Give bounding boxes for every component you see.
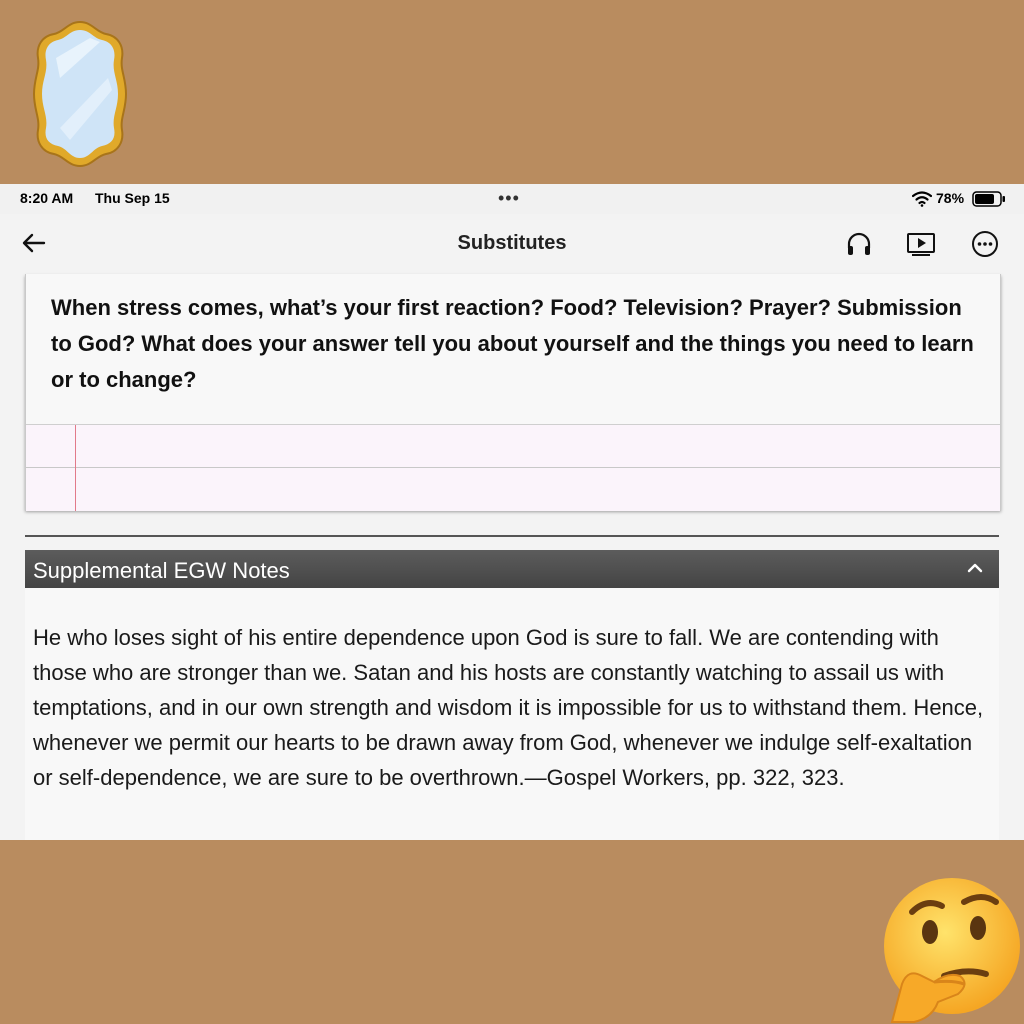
app-screen [0,184,1024,840]
section-divider [25,535,999,537]
play-video-icon[interactable] [906,231,936,257]
answer-notepad[interactable] [26,424,1000,511]
notepad-margin-line [75,425,76,511]
battery-icon [972,191,1006,207]
navigation-bar [0,214,1024,274]
status-bar [0,184,1024,214]
egw-notes-header[interactable] [25,550,999,588]
wifi-icon [912,191,932,207]
more-options-icon[interactable] [970,229,1000,259]
thinking-face-emoji [874,872,1024,1024]
egw-notes-text: He who loses sight of his entire dependence upon God is sure to fall. We are contending with those who are stronger than we. Satan and his hosts are constantly watching to assail us with temptations, and in our own strength and wisdom it is impossible for us to withstand them. Hence, whenever we permit our hearts to be drawn away from God, whenever we indulge self-exaltation or self-dependence, we are sure to be overthrown.—Gospel Workers, pp. 322, 323. [33,625,984,790]
status-date: Thu Sep 15 [95,190,170,206]
headphones-icon[interactable] [845,230,873,258]
question-text: When stress comes, what’s your first reaction? Food? Television? Prayer? Submission to God? What does your answer tell you about yourself and the things you need to learn or to change? [51,295,974,392]
egw-notes-body [25,588,999,840]
notepad-rule [26,467,1000,468]
egw-notes-title: Supplemental EGW Notes [33,558,290,583]
mirror-icon [30,18,130,170]
multitask-dots[interactable]: ••• [498,188,520,208]
battery-percent: 78% [936,190,965,206]
status-time: 8:20 AM [20,190,74,206]
chevron-up-icon[interactable] [967,562,983,574]
question-card [25,274,1001,510]
page-title: Substitutes [457,232,567,254]
